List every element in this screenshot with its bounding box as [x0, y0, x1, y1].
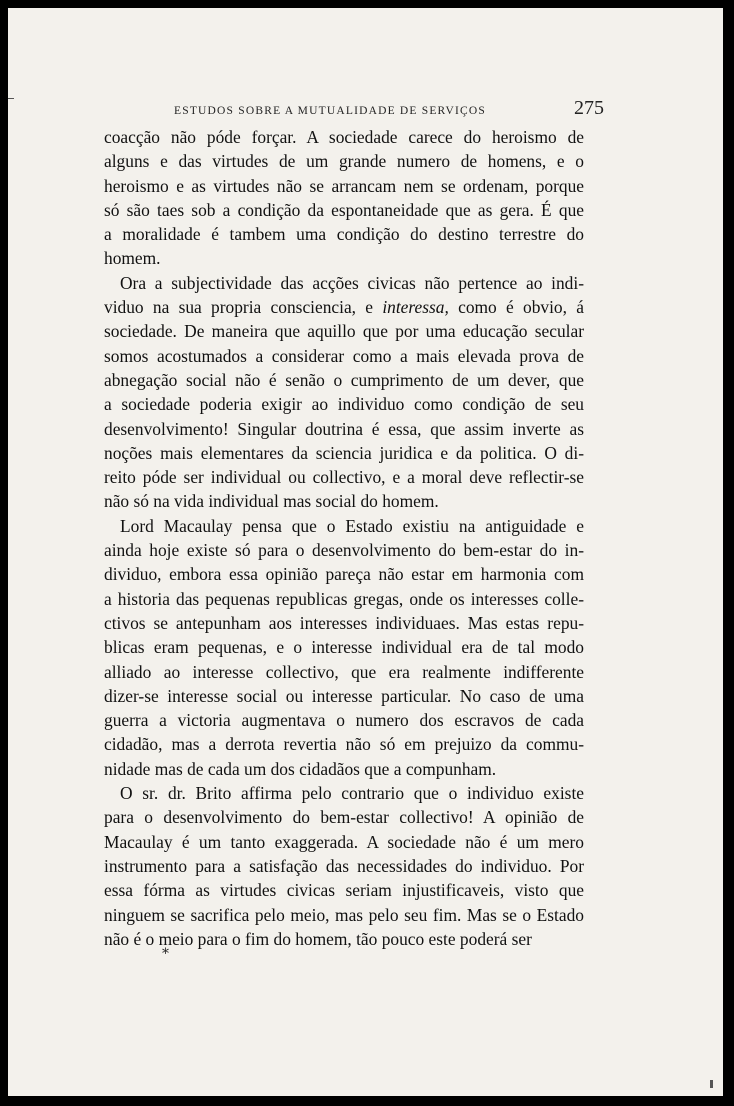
text-line: não só na vida individual mas social do homem.: [104, 491, 439, 512]
text-line: cidadão, mas a derrota revertia não só em prejuizo da commu-: [104, 734, 584, 755]
text-line: desenvolvimento! Singular doutrina é essa, que assim inverte as: [104, 418, 584, 439]
text-line: O sr. dr. Brito affirma pelo contrario que o individuo existe: [120, 783, 584, 804]
text-line: alguns e das virtudes de um grande numero de homens, e o: [104, 151, 584, 172]
text-line: essa fórma as virtudes civicas seriam injustificaveis, visto que: [104, 880, 584, 901]
text-line: a historia das pequenas republicas gregas, onde os interesses colle-: [104, 588, 584, 609]
running-title: ESTUDOS SOBRE A MUTUALIDADE DE SERVIÇOS: [174, 105, 486, 117]
text-line: dividuo, embora essa opinião pareça não estar em harmonia com: [104, 564, 584, 585]
text-line: ninguem se sacrifica pelo meio, mas pelo seu fim. Mas se o Estado: [104, 904, 584, 925]
text-line: coacção não póde forçar. A sociedade carece do heroismo de: [104, 127, 584, 147]
text-line: viduo na sua propria consciencia, e interessa, como é obvio, á: [104, 297, 584, 318]
scan-speck: [8, 98, 14, 99]
text-line: alliado ao interesse collectivo, que era realmente indifferente: [104, 661, 584, 682]
text-line: nidade mas de cada um dos cidadãos que a compunham.: [104, 758, 497, 779]
scan-speck: [710, 1080, 713, 1088]
text-line: noções mais elementares da sciencia juridica e da politica. O di-: [104, 442, 584, 463]
footer-mark: *: [162, 946, 169, 962]
paragraph: [104, 781, 584, 951]
paragraph: [104, 125, 584, 271]
text-line: para o desenvolvimento do bem-estar collectivo! A opinião de: [104, 807, 584, 828]
text-line: a sociedade poderia exigir ao individuo como condição de seu: [104, 394, 584, 415]
text-line: somos acostumados a considerar como a mais elevada prova de: [104, 345, 584, 366]
text-line: não é o meio para o fim do homem, tão pouco este poderá ser: [104, 928, 532, 949]
paragraph: [104, 514, 584, 781]
text-line: só são taes sob a condição da espontaneidade que as gera. É que: [104, 199, 584, 220]
page-header: [174, 97, 604, 120]
text-line: a moralidade é tambem uma condição do destino terrestre do: [104, 224, 584, 245]
text-line: abnegação social não é senão o cumprimento de um dever, que: [104, 369, 584, 390]
text-line: ainda hoje existe só para o desenvolvimento do bem-estar do in-: [104, 540, 584, 561]
book-page: [8, 8, 723, 1096]
text-line: dizer-se interesse social ou interesse particular. No caso de uma: [104, 685, 584, 706]
text-line: blicas eram pequenas, e o interesse individual era de tal modo: [104, 637, 584, 658]
text-line: reito póde ser individual ou collectivo, e a moral deve reflectir-se: [104, 467, 584, 488]
body-text: [104, 125, 584, 951]
text-line: Ora a subjectividade das acções civicas não pertence ao indi-: [120, 272, 584, 293]
paragraph: [104, 271, 584, 514]
text-line: Lord Macaulay pensa que o Estado existiu na antiguidade e: [120, 515, 584, 536]
text-line: Macaulay é um tanto exaggerada. A sociedade não é um mero: [104, 831, 584, 852]
text-line: heroismo e as virtudes não se arrancam nem se ordenam, porque: [104, 175, 584, 196]
text-line: guerra a victoria augmentava o numero dos escravos de cada: [104, 710, 584, 731]
text-line: instrumento para a satisfação das necessidades do individuo. Por: [104, 855, 584, 876]
text-line: sociedade. De maneira que aquillo que por uma educação secular: [104, 321, 584, 342]
text-line: homem.: [104, 248, 161, 269]
text-line: ctivos se antepunham aos interesses individuaes. Mas estas repu-: [104, 612, 584, 633]
page-number: 275: [574, 97, 604, 119]
